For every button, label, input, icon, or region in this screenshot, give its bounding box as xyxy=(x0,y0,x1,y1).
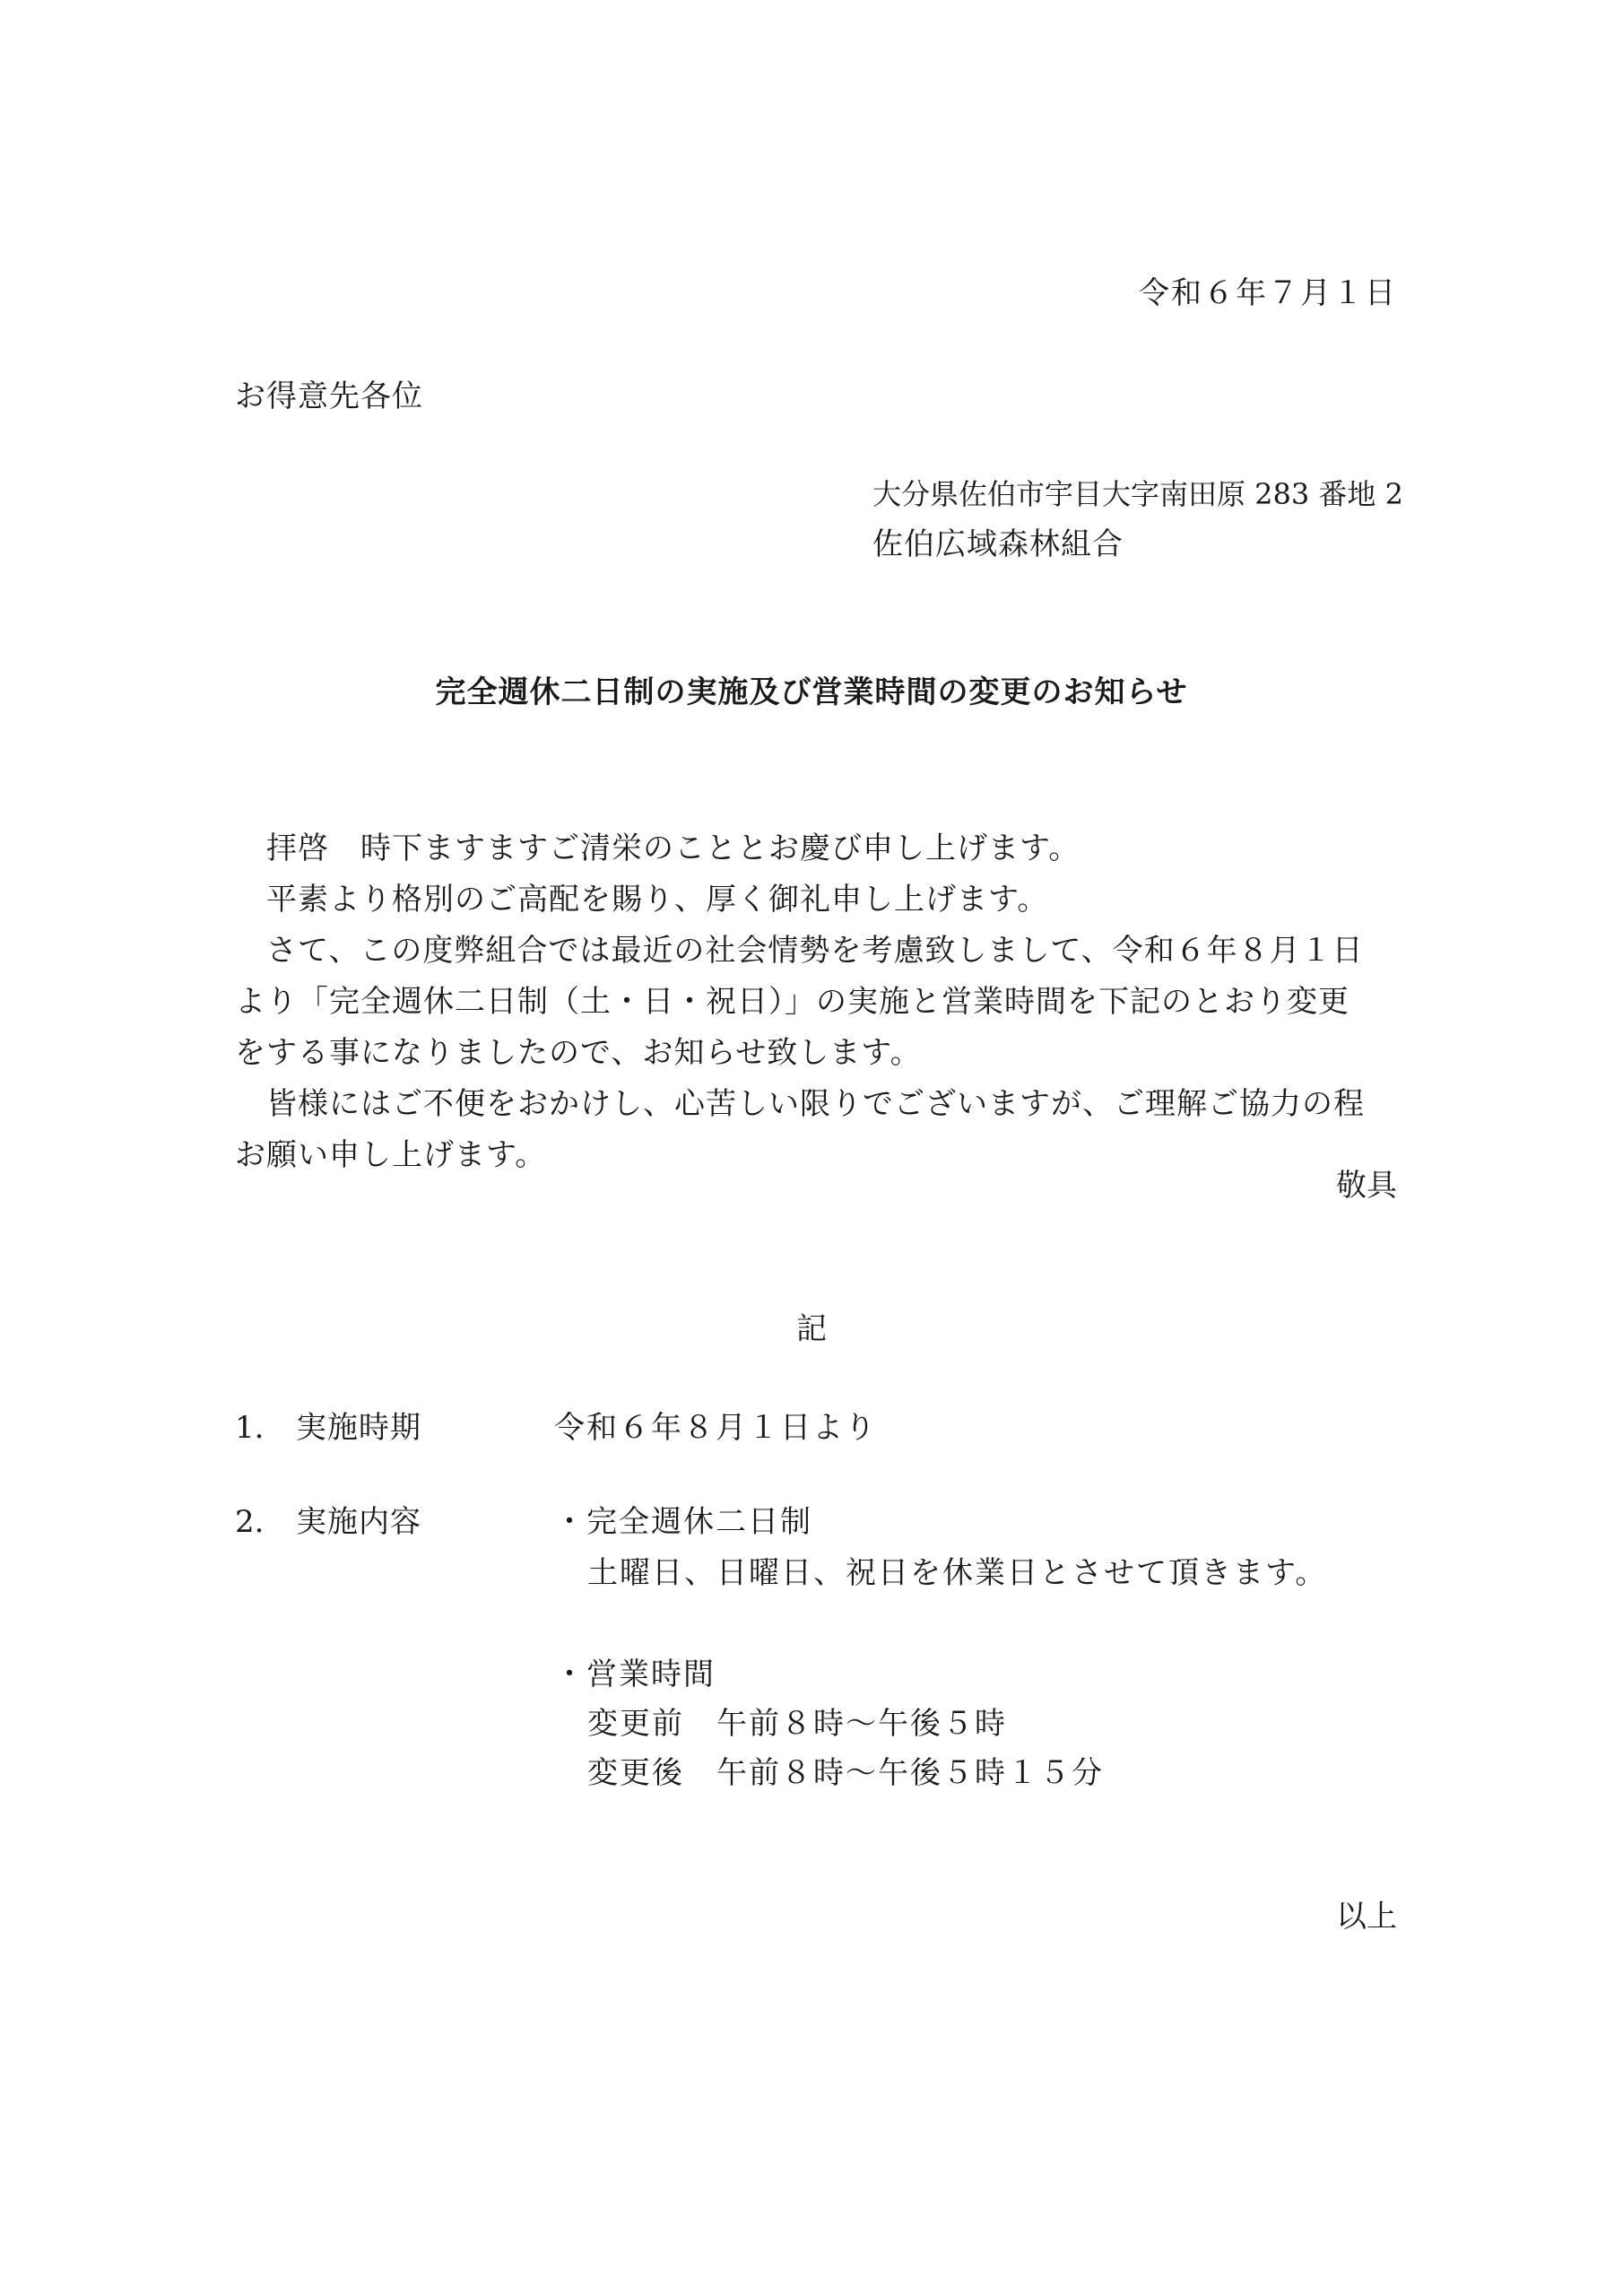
sender-name: 佐伯広域森林組合 xyxy=(872,526,1124,562)
body-line: 平素より格別のご高配を賜り、厚く御礼申し上げます。 xyxy=(235,882,1049,918)
body-line: 皆様にはご不便をおかけし、心苦しい限りでございますが、ご理解ご協力の程 xyxy=(235,1086,1365,1122)
notice-title: 完全週休二日制の実施及び営業時間の変更のお知らせ xyxy=(435,674,1188,710)
hours-before: 変更前 午前８時～午後５時 xyxy=(587,1706,1007,1742)
body-line: 拝啓 時下ますますご清栄のこととお慶び申し上げます。 xyxy=(235,831,1081,866)
item-1-value: 令和６年８月１日より xyxy=(554,1410,877,1446)
sender-address: 大分県佐伯市宇目大字南田原 283 番地 2 xyxy=(872,477,1403,511)
item-2-number: 2. xyxy=(235,1504,265,1540)
closing-keigu: 敬具 xyxy=(1336,1168,1397,1204)
item-1-label: 実施時期 xyxy=(296,1410,421,1446)
hours-after: 変更後 午前８時～午後５時１５分 xyxy=(587,1755,1104,1791)
ki-heading: 記 xyxy=(796,1311,827,1347)
letter-body xyxy=(235,823,1401,1181)
body-line: さて、この度弊組合では最近の社会情勢を考慮致しまして、令和６年８月１日 xyxy=(235,933,1364,969)
document-date: 令和６年７月１日 xyxy=(1139,275,1397,311)
item-2-label: 実施内容 xyxy=(296,1504,421,1540)
body-line: お願い申し上げます。 xyxy=(235,1137,547,1173)
item-1-number: 1. xyxy=(235,1410,265,1446)
body-line: をする事になりましたので、お知らせ致します。 xyxy=(235,1035,922,1071)
end-mark: 以上 xyxy=(1336,1899,1397,1935)
holiday-heading: ・完全週休二日制 xyxy=(554,1504,812,1540)
recipient: お得意先各位 xyxy=(235,378,423,414)
body-line: より「完全週休二日制（土・日・祝日）」の実施と営業時間を下記のとおり変更 xyxy=(235,984,1350,1020)
holiday-detail: 土曜日、日曜日、祝日を休業日とさせて頂きます。 xyxy=(587,1555,1328,1591)
hours-heading: ・営業時間 xyxy=(554,1657,716,1692)
